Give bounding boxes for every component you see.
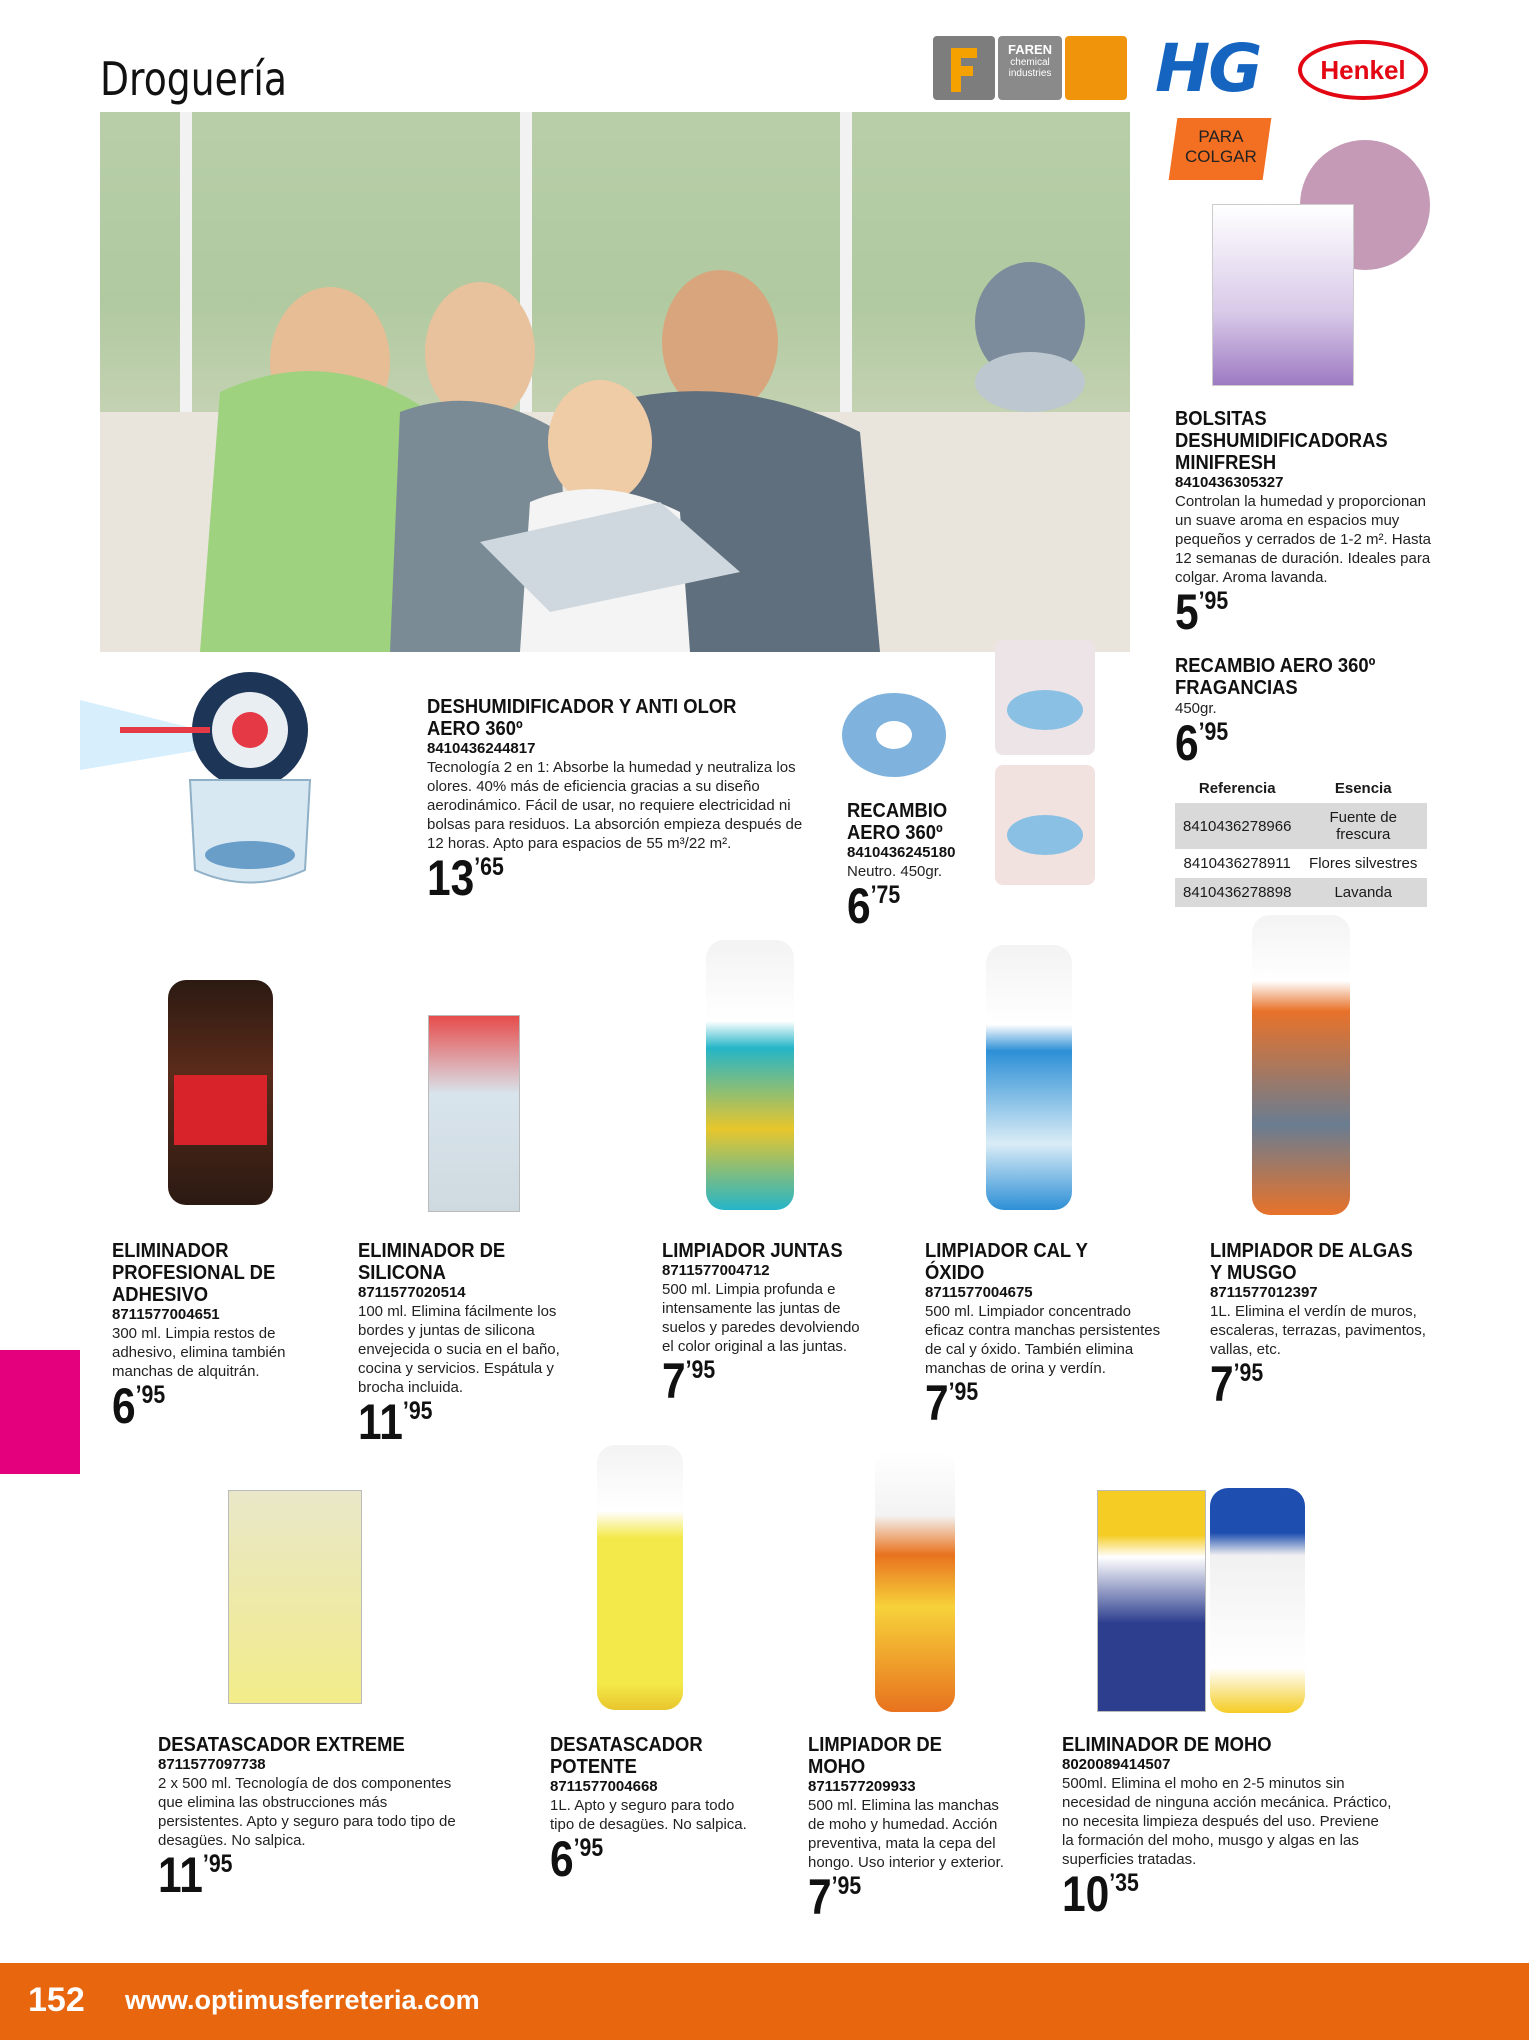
product-algas bbox=[1210, 1240, 1440, 1412]
product-price: 7’95 bbox=[662, 1353, 716, 1409]
adhesivo-bottle-image bbox=[168, 980, 273, 1205]
para-colgar-badge: PARA COLGAR bbox=[1169, 118, 1272, 180]
product-adhesivo bbox=[112, 1240, 302, 1434]
product-minifresh bbox=[1175, 408, 1440, 640]
product-name: LIMPIADOR DE ALGAS Y MUSGO bbox=[1210, 1240, 1413, 1284]
product-name: LIMPIADOR CAL Y ÓXIDO bbox=[925, 1240, 1088, 1284]
moho-spray-image bbox=[875, 1450, 955, 1712]
product-price: 5’95 bbox=[1175, 584, 1229, 640]
product-price: 6’95 bbox=[1175, 715, 1229, 771]
product-ref: 8410436245180 bbox=[847, 844, 956, 861]
product-price: 13’65 bbox=[427, 850, 504, 906]
product-name: ELIMINADOR DE SILICONA bbox=[358, 1240, 506, 1284]
product-ref: 8711577004675 bbox=[925, 1284, 1033, 1301]
product-ref: 8410436305327 bbox=[1175, 474, 1284, 491]
henkel-logo: Henkel bbox=[1298, 40, 1428, 100]
family-hero-image bbox=[100, 112, 1130, 652]
product-juntas bbox=[662, 1240, 867, 1409]
product-name: BOLSITAS DESHUMIDIFICADORAS MINIFRESH bbox=[1175, 408, 1388, 474]
product-name: RECAMBIO AERO 360º bbox=[847, 800, 948, 844]
product-limpiador-moho bbox=[808, 1734, 1013, 1925]
minifresh-pack-image bbox=[1212, 204, 1354, 386]
product-aero360 bbox=[427, 696, 817, 906]
footer-bar bbox=[0, 1963, 1529, 2040]
section-title: Droguería bbox=[100, 52, 287, 106]
product-ref: 8711577004651 bbox=[112, 1306, 220, 1323]
product-price: 7’95 bbox=[925, 1375, 979, 1431]
product-price: 11’95 bbox=[358, 1394, 433, 1450]
product-desc: 500 ml. Limpia profunda e intensamente las juntas de suelos y paredes devolviendo el color original a las juntas. bbox=[662, 1281, 860, 1355]
product-ref: 8020089414507 bbox=[1062, 1756, 1171, 1773]
product-price: 10’35 bbox=[1062, 1866, 1139, 1922]
product-name: LIMPIADOR JUNTAS bbox=[662, 1240, 843, 1262]
recambio-fragancias-packs-image bbox=[990, 640, 1100, 890]
product-price: 6’75 bbox=[847, 878, 901, 934]
section-color-tab bbox=[0, 1350, 80, 1474]
table-header: Esencia bbox=[1334, 780, 1392, 797]
desatascador-potente-bottle-image bbox=[597, 1445, 683, 1710]
product-recambio-fragancias bbox=[1175, 655, 1440, 771]
muffyxid-spray-image bbox=[1210, 1488, 1305, 1713]
product-price: 11’95 bbox=[158, 1847, 233, 1903]
table-row: 8410436278898 Lavanda bbox=[1175, 878, 1427, 907]
table-header: Referencia bbox=[1198, 780, 1276, 797]
product-ref: 8711577004668 bbox=[550, 1778, 658, 1795]
product-desc: Neutro. 450gr. bbox=[847, 863, 943, 880]
faren-wordmark: FAREN chemical industries bbox=[998, 36, 1062, 100]
product-name: ELIMINADOR DE MOHO bbox=[1062, 1734, 1272, 1756]
product-ref: 8711577020514 bbox=[358, 1284, 466, 1301]
product-ref: 8711577097738 bbox=[158, 1756, 266, 1773]
juntas-bottle-image bbox=[706, 940, 794, 1210]
silicona-box-image bbox=[428, 1015, 520, 1212]
table-row: 8410436278966 Fuente de frescura bbox=[1175, 803, 1427, 849]
product-desc: 300 ml. Limpia restos de adhesivo, elimina también manchas de alquitrán. bbox=[112, 1325, 286, 1380]
product-name: LIMPIADOR DE MOHO bbox=[808, 1734, 942, 1778]
product-price: 7’95 bbox=[808, 1869, 862, 1925]
faren-logo-icon bbox=[933, 36, 995, 100]
product-recambio-aero bbox=[847, 800, 987, 934]
product-ref: 8410436244817 bbox=[427, 740, 536, 757]
hg-logo: HG bbox=[1155, 30, 1261, 107]
product-name: DESATASCADOR EXTREME bbox=[158, 1734, 405, 1756]
product-name: ELIMINADOR PROFESIONAL DE ADHESIVO bbox=[112, 1240, 276, 1306]
algas-bottle-image bbox=[1252, 915, 1350, 1215]
product-desatascador-extreme bbox=[158, 1734, 458, 1903]
product-desc: 100 ml. Elimina fácilmente los bordes y juntas de silicona envejecida o sucia en el baño, cocina y servicios. Espátula y brocha incluida. bbox=[358, 1303, 560, 1396]
muffyxid-box-image bbox=[1097, 1490, 1206, 1712]
product-desc: Tecnología 2 en 1: Absorbe la humedad y neutraliza los olores. 40% más de eficiencia gracias a su diseño aerodinámico. Fácil de usar, no requiere electricidad ni bolsas para residuos. La absorción empieza después de 12 horas. Apto para espacios de 55 m³/22 m². bbox=[427, 759, 803, 852]
product-ref: 8711577209933 bbox=[808, 1778, 916, 1795]
product-desc: 1L. Elimina el verdín de muros, escaleras, terrazas, pavimentos, vallas, etc. bbox=[1210, 1303, 1426, 1358]
reference-table bbox=[1175, 774, 1427, 907]
website-link[interactable]: www.optimusferreteria.com bbox=[125, 1985, 480, 2015]
product-name: RECAMBIO AERO 360º FRAGANCIAS bbox=[1175, 655, 1376, 699]
product-ref: 8711577004712 bbox=[662, 1262, 770, 1279]
product-desc: 450gr. bbox=[1175, 700, 1217, 717]
product-desc: 2 x 500 ml. Tecnología de dos componentes que elimina las obstrucciones más persistentes. Apto y seguro para todo tipo de desagües. No salpica. bbox=[158, 1775, 456, 1849]
recambio-tablet-image bbox=[840, 690, 948, 780]
product-silicona bbox=[358, 1240, 588, 1450]
product-name: DESHUMIDIFICADOR Y ANTI OLOR AERO 360º bbox=[427, 696, 737, 740]
product-desatascador-potente bbox=[550, 1734, 755, 1887]
product-name: DESATASCADOR POTENTE bbox=[550, 1734, 703, 1778]
product-ref: 8711577012397 bbox=[1210, 1284, 1318, 1301]
faren-tagline-logo bbox=[1065, 36, 1127, 100]
product-desc: 500ml. Elimina el moho en 2-5 minutos sin necesidad de ninguna acción mecánica. Práctico, no necesita limpieza después del uso. Previene la formación del moho, musgo y algas en las superficies tratadas. bbox=[1062, 1775, 1392, 1868]
product-price: 7’95 bbox=[1210, 1356, 1264, 1412]
product-desc: Controlan la humedad y proporcionan un suave aroma en espacios muy pequeños y cerrados de 1-2 m². Hasta 12 semanas de duración. Ideales para colgar. Aroma lavanda. bbox=[1175, 493, 1431, 586]
product-desc: 1L. Apto y seguro para todo tipo de desagües. No salpica. bbox=[550, 1797, 747, 1833]
product-desc: 500 ml. Limpiador concentrado eficaz contra manchas persistentes de cal y óxido. También elimina manchas de orina y verdín. bbox=[925, 1303, 1161, 1377]
page-number: 152 bbox=[28, 1981, 85, 2019]
product-eliminador-moho bbox=[1062, 1734, 1392, 1922]
product-price: 6’95 bbox=[112, 1378, 166, 1434]
product-price: 6’95 bbox=[550, 1831, 604, 1887]
cal-bottle-image bbox=[986, 945, 1072, 1210]
aero360-device-image bbox=[80, 660, 340, 900]
product-cal bbox=[925, 1240, 1170, 1431]
desatascador-extreme-box-image bbox=[228, 1490, 362, 1704]
product-desc: 500 ml. Elimina las manchas de moho y humedad. Acción preventiva, mata la cepa del hongo. Uso interior y exterior. bbox=[808, 1797, 1004, 1871]
table-row: 8410436278911 Flores silvestres bbox=[1183, 855, 1418, 872]
